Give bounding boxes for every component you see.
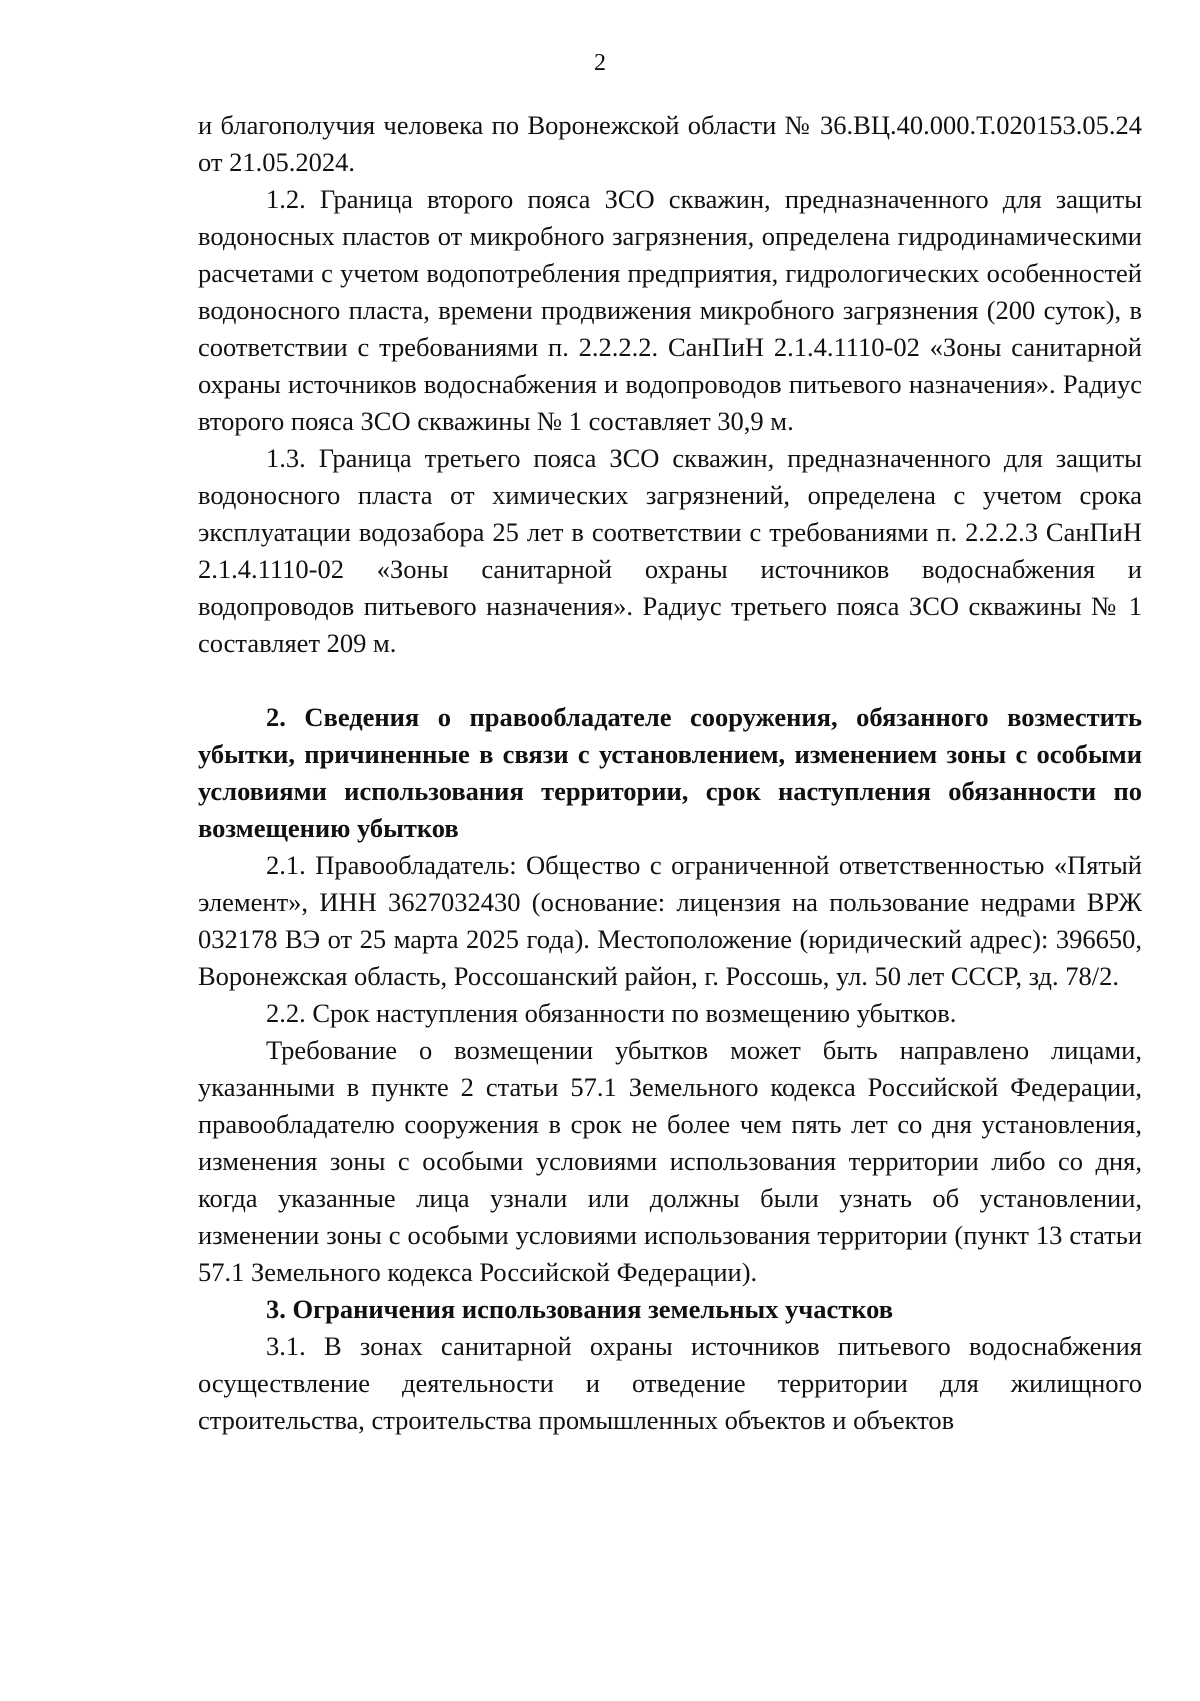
paragraph-2-1: 2.1. Правообладатель: Общество с ограниченной ответственностью «Пятый элемент», ИНН 3627032430 (основание: лицензия на пользование недрами ВРЖ 032178 ВЭ от 25 марта 2025 года). Местоположение (юридический адрес): 396650, Воронежская область, Россошанский район, г. Россошь, ул. 50 лет СССР, зд. 78/2. [198,850,1142,991]
paragraph-continuation: и благополучия человека по Воронежской области № 36.ВЦ.40.000.Т.020153.05.24 от 21.05.2024. [198,110,1142,177]
page-number: 2 [594,50,606,76]
paragraph-1-3: 1.3. Граница третьего пояса ЗСО скважин, предназначенного для защиты водоносного пласта от химических загрязнений, определена с учетом срока эксплуатации водозабора 25 лет в соответствии с требованиями п. 2.2.2.3 СанПиН 2.1.4.1110-02 «Зоны санитарной охраны источников водоснабжения и водопроводов питьевого назначения». Радиус третьего пояса ЗСО скважины № 1 составляет 209 м. [198,443,1142,658]
document-body [198,107,1142,1439]
paragraph-3-1: 3.1. В зонах санитарной охраны источников питьевого водоснабжения осуществление деятельности и отведение территории для жилищного строительства, строительства промышленных объектов и объектов [198,1331,1142,1435]
paragraph-2-2-requirement: Требование о возмещении убытков может быть направлено лицами, указанными в пункте 2 статьи 57.1 Земельного кодекса Российской Федерации, правообладателю сооружения в срок не более чем пять лет со дня установления, изменения зоны с особыми условиями использования территории либо со дня, когда указанные лица узнали или должны были узнать об установлении, изменении зоны с особыми условиями использования территории (пункт 13 статьи 57.1 Земельного кодекса Российской Федерации). [198,1035,1142,1287]
section-2-heading: 2. Сведения о правообладателе сооружения, обязанного возместить убытки, причиненные в связи с установлением, изменением зоны с особыми условиями использования территории, срок наступления обязанности по возмещению убытков [198,702,1142,843]
section-3-heading: 3. Ограничения использования земельных участков [266,1294,894,1324]
paragraph-2-2: 2.2. Срок наступления обязанности по возмещению убытков. [266,998,957,1028]
paragraph-1-2: 1.2. Граница второго пояса ЗСО скважин, предназначенного для защиты водоносных пластов от микробного загрязнения, определена гидродинамическими расчетами с учетом водопотребления предприятия, гидрологических особенностей водоносного пласта, времени продвижения микробного загрязнения (200 суток), в соответствии с требованиями п. 2.2.2.2. СанПиН 2.1.4.1110-02 «Зоны санитарной охраны источников водоснабжения и водопроводов питьевого назначения». Радиус второго пояса ЗСО скважины № 1 составляет 30,9 м. [198,184,1142,436]
